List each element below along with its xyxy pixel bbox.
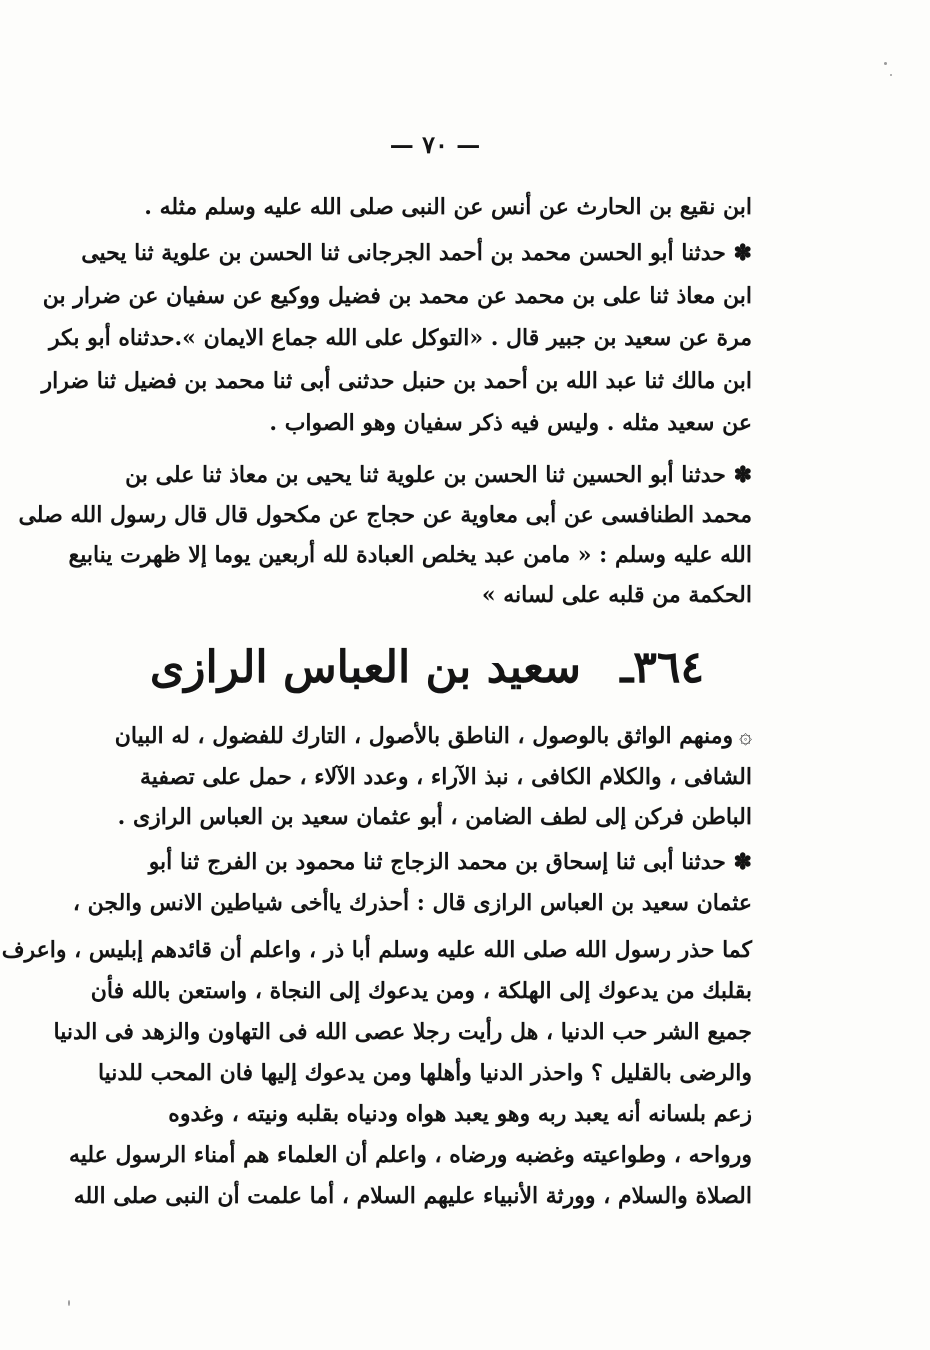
text-line: ✽ حدثنا أبو الحسن محمد بن أحمد الجرجانى ثنا الحسن بن علوية ثنا يحيى bbox=[81, 240, 752, 266]
text-line: ✽ حدثنا أبى ثنا إسحاق بن محمد الزجاج ثنا محمود بن الفرج ثنا أبو bbox=[148, 849, 752, 875]
text-line: ابن معاذ ثنا على بن محمد عن محمد بن فضيل ووكيع عن سفيان عن ضرار بن bbox=[42, 282, 752, 309]
scan-speck bbox=[68, 1300, 70, 1306]
text-line: مرة عن سعيد بن جبير قال . «التوكل على الله جماع الايمان ».حدثناه أبو بكر bbox=[49, 325, 752, 351]
text-line: عن سعيد مثله . وليس فيه ذكر سفيان وهو الصواب . bbox=[269, 410, 752, 436]
scan-speck bbox=[890, 74, 892, 76]
paragraph-warning-saying bbox=[1, 930, 752, 1217]
text-line: ۞ومنهم الواثق بالوصول ، الناطق بالأصول ، التارك للفضول ، له البيان bbox=[102, 716, 752, 757]
text-line: الباطن فركن إلى لطف الضامن ، أبو عثمان سعيد بن العباس الرازى . bbox=[117, 804, 752, 830]
text-line: ✽ حدثنا أبو الحسين ثنا الحسن بن علوية ثنا يحيى بن معاذ ثنا على بن bbox=[125, 462, 752, 488]
text-line: الله عليه وسلم : « مامن عبد يخلص العبادة لله أربعين يوما إلا ظهرت ينابيع bbox=[68, 542, 752, 568]
paragraph-hadith-hikmah bbox=[18, 455, 752, 615]
scan-speck bbox=[884, 62, 887, 65]
paragraph-biography-intro bbox=[102, 716, 752, 837]
text-line: الشافى ، والكلام الكافى ، نبذ الآراء ، وعدد الآلاء ، حمل على تصفية bbox=[139, 764, 752, 790]
entry-name: سعيد بن العباس الرازى bbox=[149, 642, 582, 693]
text-line: ابن نقيع بن الحارث عن أنس عن النبى صلى الله عليه وسلم مثله . bbox=[144, 194, 752, 220]
text-line: والرضى بالقليل ؟ واحذر الدنيا وأهلها ومن يدعوك إليها فان المحب للدنيا bbox=[97, 1060, 752, 1086]
text-line: كما حذر رسول الله صلى الله عليه وسلم أبا ذر ، واعلم أن قائدهم إبليس ، واعرف bbox=[1, 937, 752, 963]
text-line: جميع الشر حب الدنيا ، هل رأيت رجلا عصى الله فى التهاون والزهد فى الدنيا bbox=[53, 1019, 752, 1045]
text-line: عثمان سعيد بن العباس الرازى قال : أحذرك ياأخى شياطين الانس والجن ، bbox=[72, 890, 752, 916]
text-line: محمد الطنافسى عن أبى معاوية عن حجاج عن مكحول قال قال رسول الله صلى bbox=[18, 502, 752, 528]
paragraph-hadith-chain bbox=[72, 842, 752, 924]
text-line: الحكمة من قلبه على لسانه » bbox=[481, 582, 752, 608]
paragraph-hadith-continuation bbox=[102, 186, 752, 229]
entry-number: ٣٦٤ـ bbox=[620, 642, 705, 693]
ornament-icon: ۞ bbox=[739, 724, 752, 749]
text-line: ورواحه ، وطواعيته وغضبه ورضاه ، واعلم أن العلماء هم أمناء الرسول عليه bbox=[68, 1142, 752, 1168]
text-line: ابن مالك ثنا عبد الله بن أحمد بن حنبل حدثنى أبى ثنا محمد بن فضيل ثنا ضرار bbox=[41, 367, 752, 394]
paragraph-hadith-tawakkul bbox=[41, 232, 752, 445]
text-line: بقلبك من يدعوك إلى الهلكة ، ومن يدعوك إلى النجاة ، واستعن بالله فأن bbox=[90, 978, 752, 1004]
text-line: الصلاة والسلام ، وورثة الأنبياء عليهم السلام ، أما علمت أن النبى صلى الله bbox=[73, 1183, 752, 1209]
text-line: زعم بلسانه أنه يعبد ربه وهو يعبد هواه ودنياه بقلبه ونيته ، وغدوه bbox=[168, 1101, 752, 1127]
page-number: — ٧٠ — bbox=[389, 130, 481, 159]
section-heading bbox=[102, 636, 752, 700]
